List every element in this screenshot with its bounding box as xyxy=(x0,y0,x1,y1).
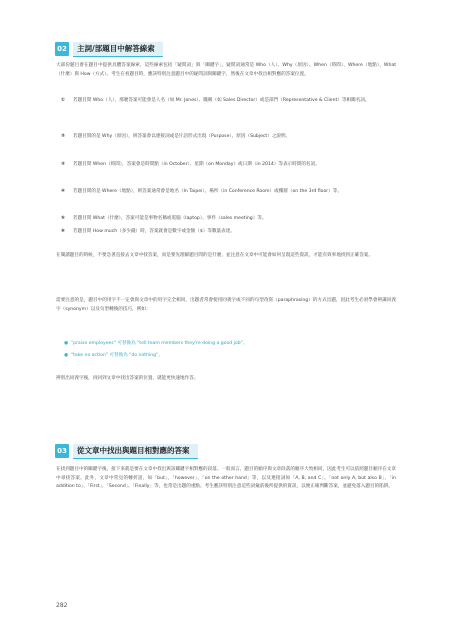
section-heading-2 xyxy=(55,444,198,458)
page-number: 282 xyxy=(56,602,68,609)
item-text: 若題目問的是 Where（地點），則答案通常會是地名（In Taipei）、場所（in Conference Room）或樓層（on the 3rd floor）等。 xyxy=(73,189,342,194)
section-title: 主詞/部題目中解答線索 xyxy=(73,42,163,57)
item-marker: ③ xyxy=(61,162,65,167)
section-title: 從文章中找出與題目相對應的答案 xyxy=(73,444,198,459)
item-text: 若題目問的是 Why（原因），則答案會以連接詞或是片語形式出現（Purpose）、原因（Subject）之說明。 xyxy=(73,134,291,139)
list-item xyxy=(61,161,406,170)
section-number-badge: 02 xyxy=(55,42,69,56)
item-marker: ④ xyxy=(61,189,65,194)
bullet-text: "praise employees" 可替換為 "tell team members they're doing a good job"。 xyxy=(71,341,248,346)
body-paragraph: 在找到題目中的關鍵字後，接下來就是要在文章中找出與該關鍵字相對應的段落。一般而言，題目的順序與文章段落的順序大致相同，因此考生可以依照題目順序在文章中尋找答案。此外，文章中常見的轉折語，如「but」、「however」、「on the other hand」等，以及連接詞如「A, B, and C」、「not only A, but also B」、「in addition to」、「First」、「Second」、「Finally」等，也常是出題的重點。考生應該特別注意這些詞彙前後所提供的資訊，以便正確判斷答案，並避免落入題目的陷阱。 xyxy=(56,467,396,490)
list-item xyxy=(61,133,406,142)
list-item xyxy=(61,188,406,197)
item-marker: ⑥ xyxy=(61,229,65,234)
body-paragraph: 在閱讀題目的時候，不要急著直接去文章中找答案，而是要先理解題目問的是什麼，並注意在文章中可能會如何呈現這些資訊，才能有效率地找到正確答案。 xyxy=(56,253,373,258)
bullet-text: "take no action" 可替換為 "do nothing"。 xyxy=(71,353,163,358)
body-paragraph: 辨別出同義字後，再回到文章中找出答案的位置，就能更快速地作答。 xyxy=(56,376,199,381)
bullet-dot-icon: ● xyxy=(64,353,69,358)
bullet-dot-icon: ● xyxy=(64,341,69,346)
body-paragraph: 需要注意的是，題目中的用字不一定會與文章中的用字完全相同，出題者常會使用同義字或不同的句型改寫（paraphrasing）的方式出題，因此考生必須學會辨識同義字（synonym）以及句型轉換的技巧，例如： xyxy=(56,298,396,312)
list-item xyxy=(61,97,406,106)
bullet-item xyxy=(64,340,394,349)
intro-paragraph: 大部份題目會在題目中提供具體答案線索，這些線索包括「疑問詞」與「關鍵字」。疑問詞通常是 Who（人）、Why（原因）、When（時間）、Where（地點）、What（什麼）與 How（方式）。考生在看題目時，應該特別注意題目中的疑問詞與關鍵字，然後在文章中找出相對應的答案位置。 xyxy=(56,63,396,77)
list-item xyxy=(61,215,406,224)
item-marker: ① xyxy=(61,98,65,103)
item-text: 若題目問 What（什麼），答案可能是事物名稱或電腦（laptop）、事件（sales meeting）等。 xyxy=(73,216,267,221)
section-number-badge: 03 xyxy=(55,444,69,458)
item-text: 若題目問 How much（多少錢）時，答案就會是數字或金額（$）等數量表達。 xyxy=(73,229,235,234)
list-item xyxy=(61,228,406,237)
item-text: 若題目問 Who（人），那麼答案可能會是人名（如 Mr. Jones）、職稱（如 Sales Director）或是部門（Representative & Client）等相關名詞。 xyxy=(73,98,370,103)
item-text: 若題目問 When（時間），答案會是時間點（in October）、星期（on Monday）或日期（in 2014）等表示時間的名詞。 xyxy=(73,162,320,167)
item-marker: ② xyxy=(61,134,65,139)
bullet-item xyxy=(64,352,394,361)
section-heading-1 xyxy=(55,42,163,56)
item-marker: ⑤ xyxy=(61,216,65,221)
